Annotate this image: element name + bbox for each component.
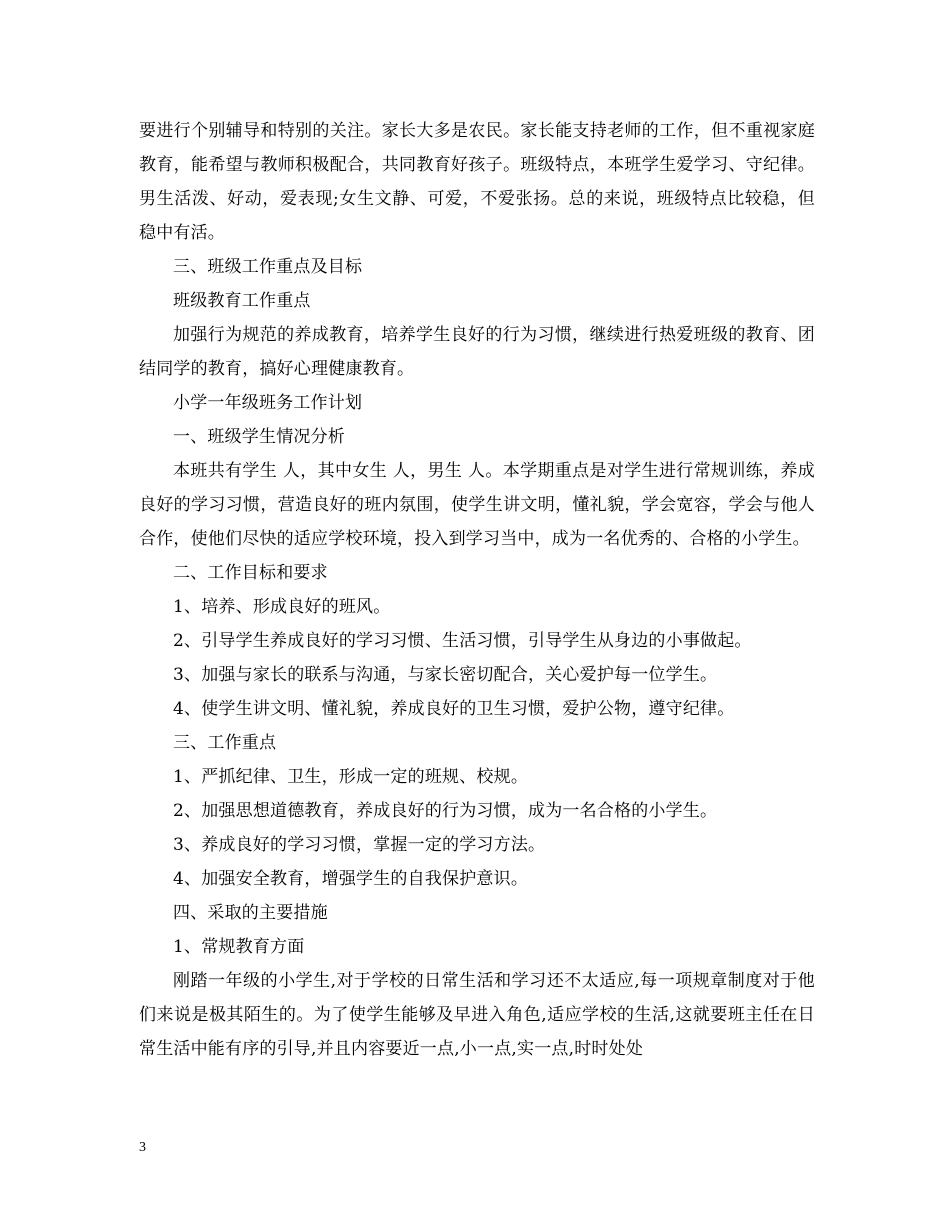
paragraph: 4、加强安全教育，增强学生的自我保护意识。 bbox=[173, 869, 529, 889]
body-text bbox=[139, 114, 815, 1066]
paragraph: 1、常规教育方面 bbox=[173, 937, 305, 957]
paragraph: 1、培养、形成良好的班风。 bbox=[173, 597, 391, 617]
paragraph: 二、工作目标和要求 bbox=[173, 563, 328, 583]
paragraph: 四、采取的主要措施 bbox=[173, 903, 328, 923]
paragraph: 3、养成良好的学习习惯，掌握一定的学习方法。 bbox=[173, 835, 546, 855]
paragraph: 小学一年级班务工作计划 bbox=[173, 393, 363, 413]
paragraph: 加强行为规范的养成教育，培养学生良好的行为习惯，继续进行热爱班级的教育、团结同学的教育，搞好心理健康教育。 bbox=[139, 325, 815, 379]
paragraph: 三、班级工作重点及目标 bbox=[173, 257, 363, 277]
paragraph: 刚踏一年级的小学生,对于学校的日常生活和学习还不太适应,每一项规章制度对于他们来说是极其陌生的。为了使学生能够及早进入角色,适应学校的生活,这就要班主任在日常生活中能有序的引导,并且内容要近一点,小一点,实一点,时时处处 bbox=[139, 971, 815, 1059]
paragraph: 本班共有学生 人，其中女生 人，男生 人。本学期重点是对学生进行常规训练，养成良好的学习习惯，营造良好的班内氛围，使学生讲文明，懂礼貌，学会宽容，学会与他人合作，使他们尽快的适应学校环境，投入到学习当中，成为一名优秀的、合格的小学生。 bbox=[139, 461, 815, 549]
paragraph: 1、严抓纪律、卫生，形成一定的班规、校规。 bbox=[173, 767, 529, 787]
paragraph: 一、班级学生情况分析 bbox=[173, 427, 345, 447]
paragraph: 2、加强思想道德教育，养成良好的行为习惯，成为一名合格的小学生。 bbox=[173, 801, 718, 821]
paragraph: 要进行个别辅导和特别的关注。家长大多是农民。家长能支持老师的工作，但不重视家庭教育，能希望与教师积极配合，共同教育好孩子。班级特点，本班学生爱学习、守纪律。男生活泼、好动，爱表现;女生文静、可爱，不爱张扬。总的来说，班级特点比较稳，但稳中有活。 bbox=[139, 121, 815, 243]
page-number: 3 bbox=[139, 1140, 146, 1155]
paragraph: 班级教育工作重点 bbox=[173, 291, 311, 311]
paragraph: 4、使学生讲文明、懂礼貌，养成良好的卫生习惯，爱护公物，遵守纪律。 bbox=[173, 699, 735, 719]
paragraph: 3、加强与家长的联系与沟通，与家长密切配合，关心爱护每一位学生。 bbox=[173, 665, 718, 685]
paragraph: 三、工作重点 bbox=[173, 733, 277, 753]
paragraph: 2、引导学生养成良好的学习习惯、生活习惯，引导学生从身边的小事做起。 bbox=[173, 631, 752, 651]
